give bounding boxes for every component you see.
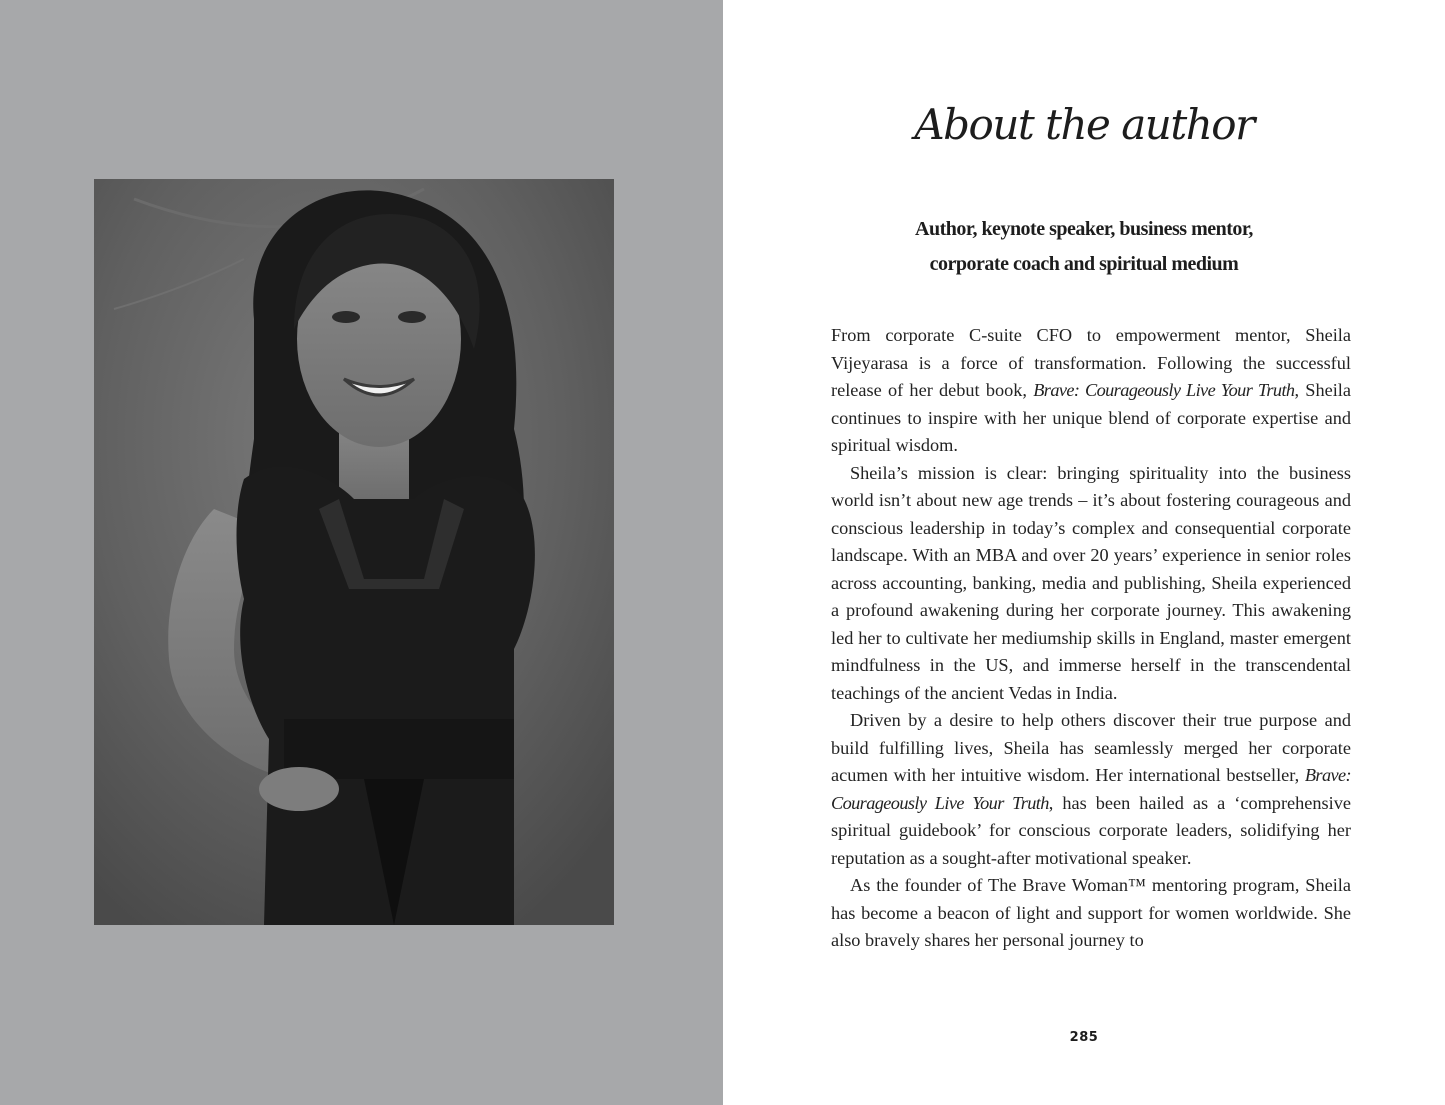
- book-title: Brave: Courageously Live Your Truth: [831, 765, 1351, 813]
- author-portrait-image: [94, 179, 614, 925]
- bio-text: , has been hailed as a ‘comprehensive spiritual guidebook’ for conscious corporate leaders, solidifying her reputation as a sought-after motivational speaker.: [831, 792, 1351, 868]
- author-bio: [831, 322, 1351, 955]
- subtitle-line: corporate coach and spiritual medium: [929, 253, 1239, 275]
- author-roles-subtitle: [723, 212, 1445, 282]
- subtitle-line: Author, keynote speaker, business mentor,: [915, 218, 1253, 240]
- book-title: Brave: Courageously Live Your Truth: [1033, 380, 1295, 400]
- bio-paragraph-2: Sheila’s mission is clear: bringing spirituality into the business world isn’t about new age trends – it’s about fostering courageous and conscious leadership in today’s complex and consequential corporate landscape. With an MBA and over 20 years’ experience in senior roles across accounting, banking, media and publishing, Sheila experienced a profound awakening during her corporate journey. This awakening led her to cultivate her mediumship skills in England, master emergent mindfulness in the US, and immerse herself in the transcendental teachings of the ancient Vedas in India.: [831, 462, 1351, 703]
- page-number: 285: [1069, 1030, 1099, 1045]
- bio-paragraph-3: [831, 707, 1351, 872]
- bio-paragraph-4: As the founder of The Brave Woman™ mentoring program, Sheila has become a beacon of light and support for women worldwide. She also bravely shares her personal journey to: [831, 875, 1351, 950]
- bio-text: Driven by a desire to help others discover their true purpose and build fulfilling lives, Sheila has seamlessly merged her corporate acumen with her intuitive wisdom. Her international bestseller,: [831, 710, 1351, 785]
- bio-text: From corporate C-suite CFO to empowerment mentor, Sheila Vijeyarasa is a force of transformation. Following the successful release of her debut book,: [831, 325, 1351, 400]
- page-title: About the author: [914, 100, 1254, 149]
- author-photo: [94, 179, 614, 925]
- bio-paragraph-1: [831, 322, 1351, 460]
- bio-text: , Sheila continues to inspire with her unique blend of corporate expertise and spiritual wisdom.: [831, 380, 1351, 455]
- right-page: [723, 0, 1445, 1105]
